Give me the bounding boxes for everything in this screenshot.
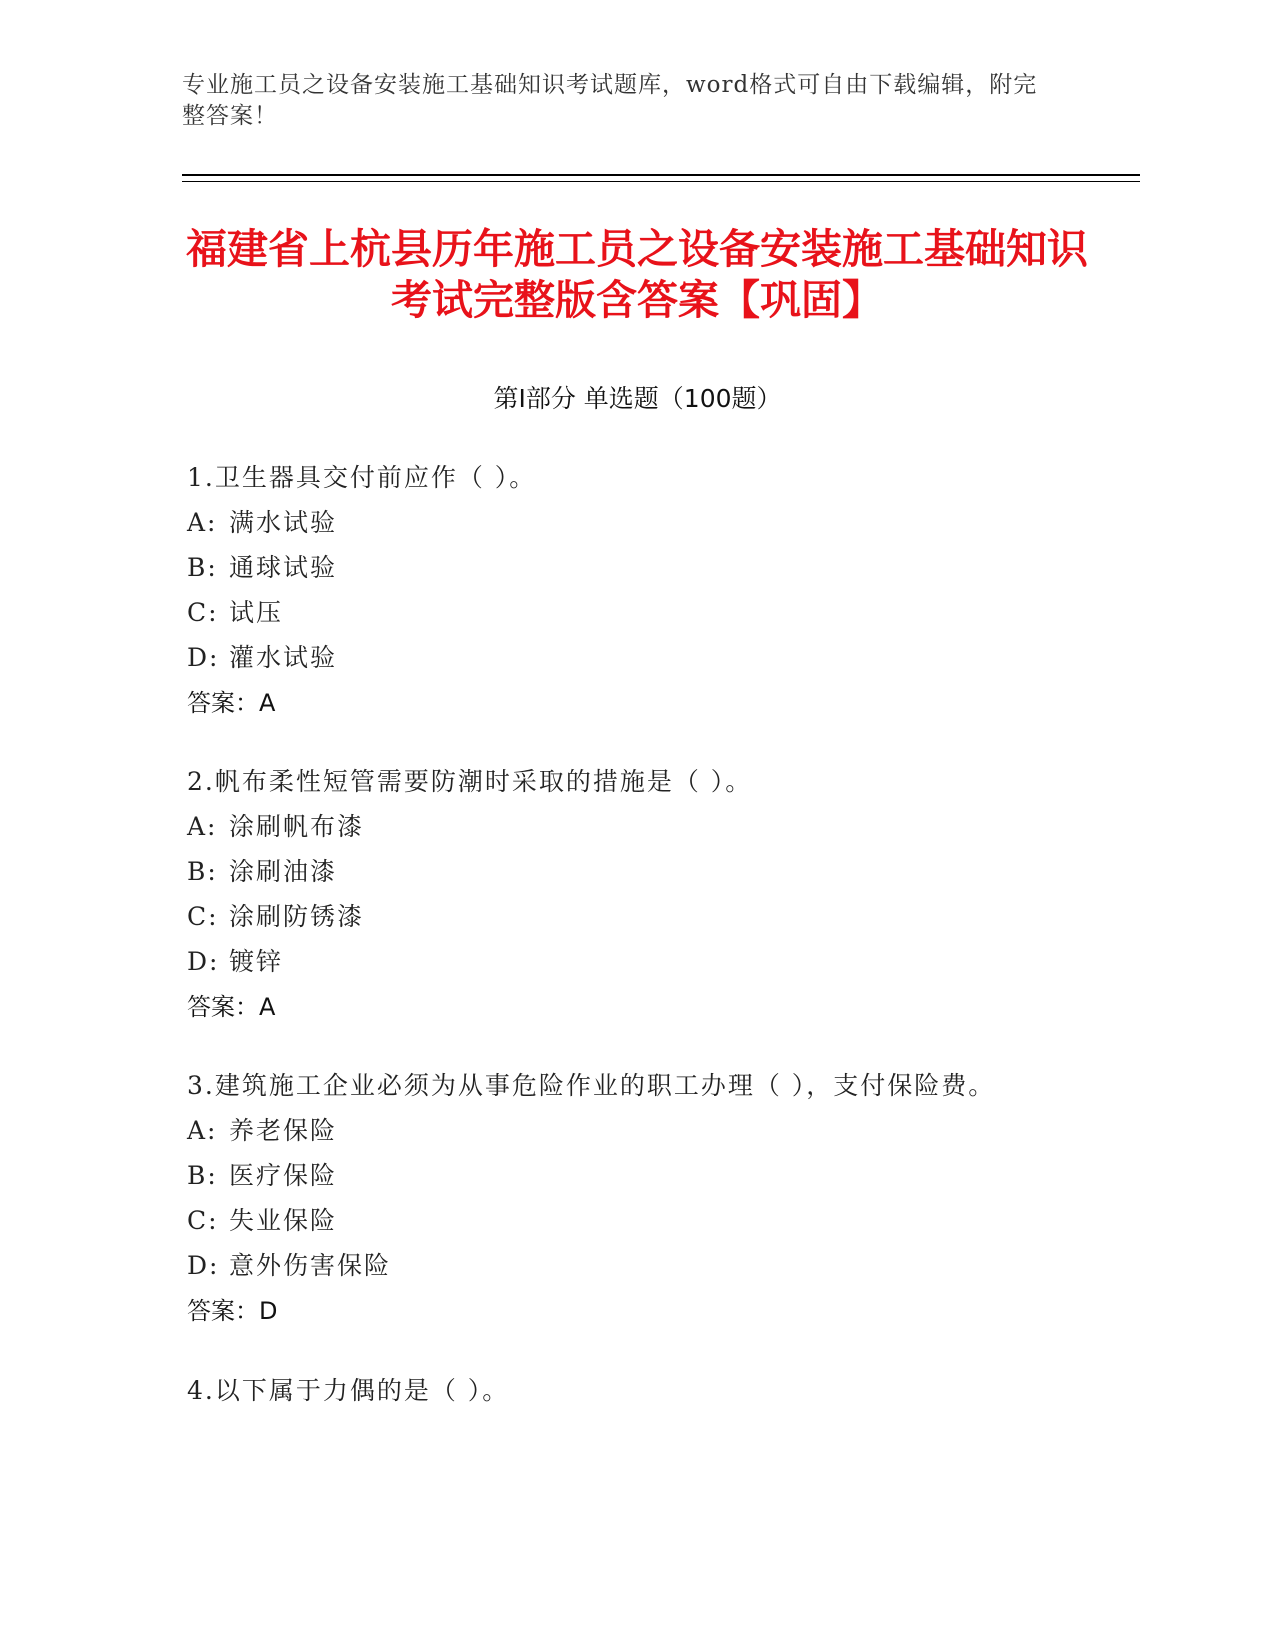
question-stem: 1.卫生器具交付前应作（ ）。 xyxy=(187,463,537,492)
option-text: 涂刷油漆 xyxy=(229,857,338,886)
question-stem: 2.帆布柔性短管需要防潮时采取的措施是（ ）。 xyxy=(187,767,753,796)
option-d xyxy=(187,1251,1187,1296)
option-text: 镀锌 xyxy=(229,947,284,976)
header-divider-thick xyxy=(182,174,1140,176)
option-a xyxy=(187,508,1187,553)
option-text: 灌水试验 xyxy=(229,643,338,672)
option-text: 试压 xyxy=(229,598,284,627)
option-text: 涂刷防锈漆 xyxy=(229,902,365,931)
option-letter: C: xyxy=(187,1206,219,1235)
option-text: 养老保险 xyxy=(229,1116,338,1145)
question-4 xyxy=(187,1376,1187,1421)
option-letter: B: xyxy=(187,1161,218,1190)
document-title: 福建省上杭县历年施工员之设备安装施工基础知识考试完整版含答案【巩固】 xyxy=(186,225,1088,324)
option-letter: A: xyxy=(187,812,218,841)
answer: 答案：A xyxy=(187,993,276,1021)
question-stem: 4.以下属于力偶的是（ ）。 xyxy=(187,1376,510,1405)
option-c xyxy=(187,1206,1187,1251)
option-b xyxy=(187,857,1187,902)
option-c xyxy=(187,598,1187,643)
option-letter: D: xyxy=(187,1251,220,1280)
option-letter: A: xyxy=(187,508,218,537)
question-3 xyxy=(187,1071,1187,1341)
option-d xyxy=(187,643,1187,688)
answer: 答案：D xyxy=(187,1297,278,1325)
header-note: 专业施工员之设备安装施工基础知识考试题库，word格式可自由下载编辑，附完整答案！ xyxy=(182,72,1038,129)
option-text: 涂刷帆布漆 xyxy=(229,812,365,841)
section-title: 第Ⅰ部分 单选题（100题） xyxy=(493,384,782,413)
option-b xyxy=(187,553,1187,598)
option-a xyxy=(187,1116,1187,1161)
header-divider-thin xyxy=(182,181,1140,182)
option-a xyxy=(187,812,1187,857)
option-letter: C: xyxy=(187,902,219,931)
option-text: 失业保险 xyxy=(229,1206,338,1235)
option-letter: D: xyxy=(187,947,220,976)
option-text: 医疗保险 xyxy=(229,1161,338,1190)
option-b xyxy=(187,1161,1187,1206)
option-c xyxy=(187,902,1187,947)
answer: 答案：A xyxy=(187,689,276,717)
option-d xyxy=(187,947,1187,992)
option-text: 满水试验 xyxy=(229,508,338,537)
option-letter: A: xyxy=(187,1116,218,1145)
option-text: 意外伤害保险 xyxy=(229,1251,392,1280)
question-stem: 3.建筑施工企业必须为从事危险作业的职工办理（ ），支付保险费。 xyxy=(187,1071,996,1100)
option-letter: C: xyxy=(187,598,219,627)
option-letter: B: xyxy=(187,857,218,886)
option-text: 通球试验 xyxy=(229,553,338,582)
question-2 xyxy=(187,767,1187,1037)
option-letter: D: xyxy=(187,643,220,672)
question-1 xyxy=(187,463,1187,733)
option-letter: B: xyxy=(187,553,218,582)
